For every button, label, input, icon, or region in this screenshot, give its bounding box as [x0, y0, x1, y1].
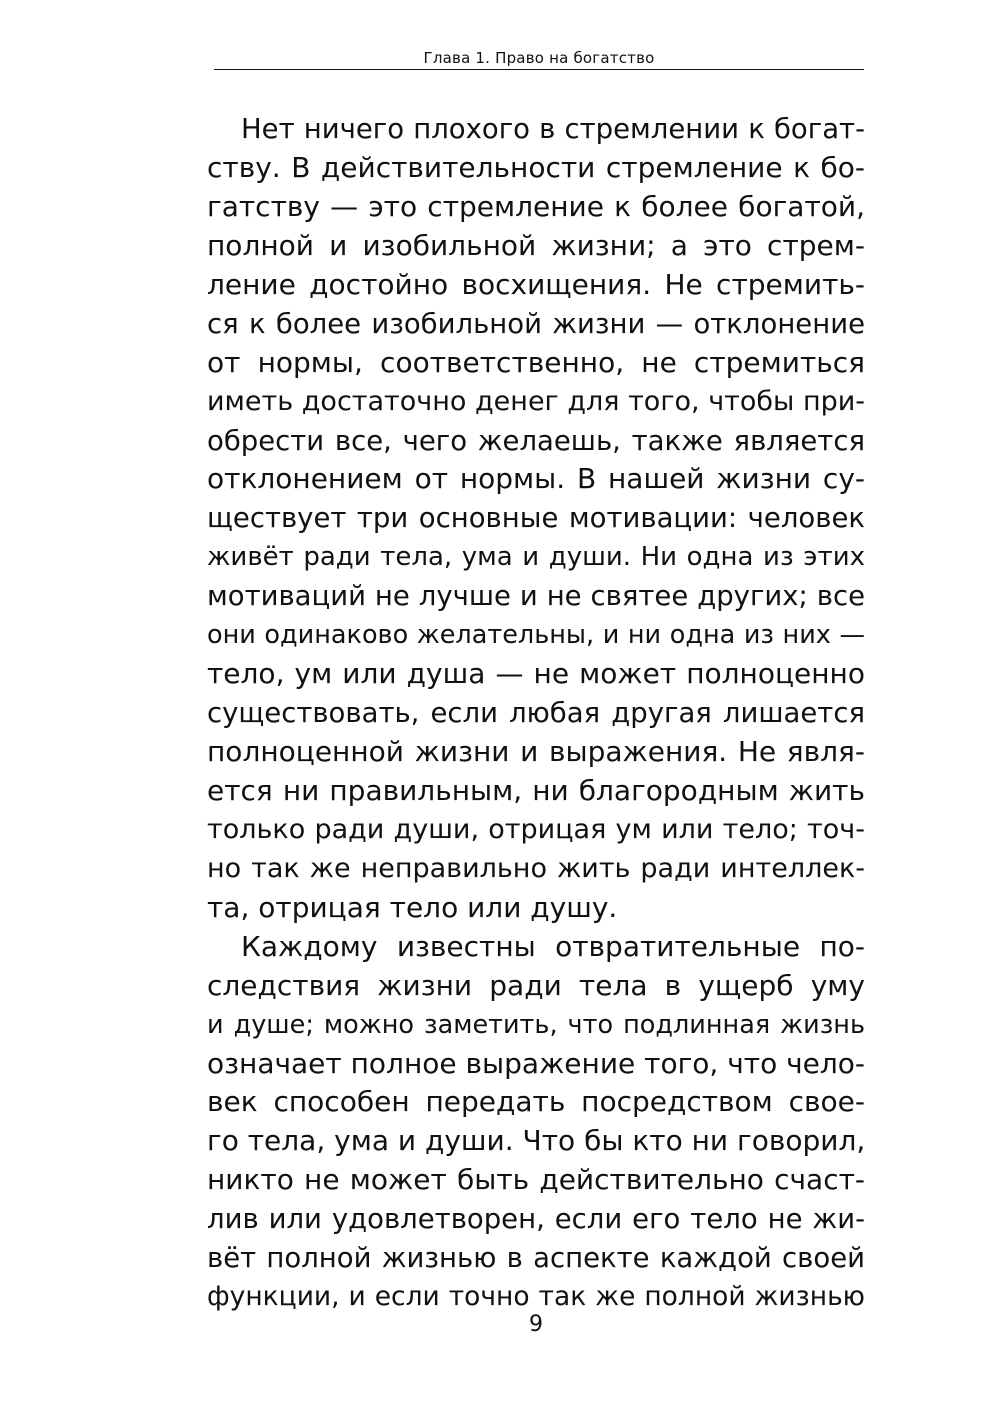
text-line: только ради души, отрицая ум или тело; точ-: [207, 813, 865, 845]
text-line: живёт ради тела, ума и души. Ни одна из этих: [207, 542, 865, 573]
text-line: гатству — это стремление к более богатой,: [207, 189, 865, 223]
text-line: век способен передать посредством свое-: [207, 1085, 865, 1119]
body-text: [207, 110, 865, 1317]
text-line: означает полное выражение того, что чело-: [207, 1046, 866, 1080]
text-line: ству. В действительности стремление к бо-: [207, 150, 865, 184]
text-line: ется ни правильным, ни благородным жить: [207, 773, 865, 807]
text-line: полноценной жизни и выражения. Не явля-: [207, 735, 865, 768]
text-line: функции, и если точно так же полной жизнью: [207, 1281, 865, 1313]
text-line: иметь достаточно денег для того, чтобы при-: [207, 385, 866, 417]
text-line: никто не может быть действительно счаст-: [207, 1163, 865, 1197]
text-line: лив или удовлетворен, если его тело не жи-: [207, 1203, 865, 1236]
text-line: та, отрицая тело или душу.: [207, 890, 618, 924]
page-number: 9: [529, 1312, 543, 1337]
text-line: и душе; можно заметить, что подлинная жизнь: [207, 1009, 865, 1040]
text-line: го тела, ума и души. Что бы кто ни говорил,: [207, 1124, 866, 1158]
text-line: Каждому известны отвратительные по-: [241, 929, 865, 963]
text-line: но так же неправильно жить ради интеллек-: [207, 852, 865, 884]
text-line: следствия жизни ради тела в ущерб уму: [207, 968, 865, 1002]
text-line: ся к более изобильной жизни — отклонение: [207, 307, 865, 340]
text-line: ществует три основные мотивации: человек: [207, 502, 865, 535]
paragraph-1: [207, 110, 865, 928]
paragraph-2: [207, 928, 865, 1317]
text-line: обрести все, чего желаешь, также является: [207, 424, 865, 457]
running-header: Глава 1. Право на богатство: [423, 49, 655, 67]
text-line: мотиваций не лучше и не святее других; все: [207, 580, 865, 613]
text-line: существовать, если любая другая лишается: [207, 697, 865, 730]
text-line: полной и изобильной жизни; а это стрем-: [207, 228, 865, 262]
text-line: ление достойно восхищения. Не стремить-: [207, 267, 865, 301]
text-line: отклонением от нормы. В нашей жизни су-: [207, 462, 865, 496]
text-line: от нормы, соответственно, не стремиться: [207, 345, 865, 379]
text-line: вёт полной жизнью в аспекте каждой своей: [207, 1242, 865, 1275]
header-rule: [214, 69, 864, 70]
text-line: тело, ум или душа — не может полноценно: [207, 657, 865, 691]
text-line: Нет ничего плохого в стремлении к богат-: [241, 113, 865, 145]
text-line: они одинаково желательны, и ни одна из них —: [207, 620, 865, 651]
